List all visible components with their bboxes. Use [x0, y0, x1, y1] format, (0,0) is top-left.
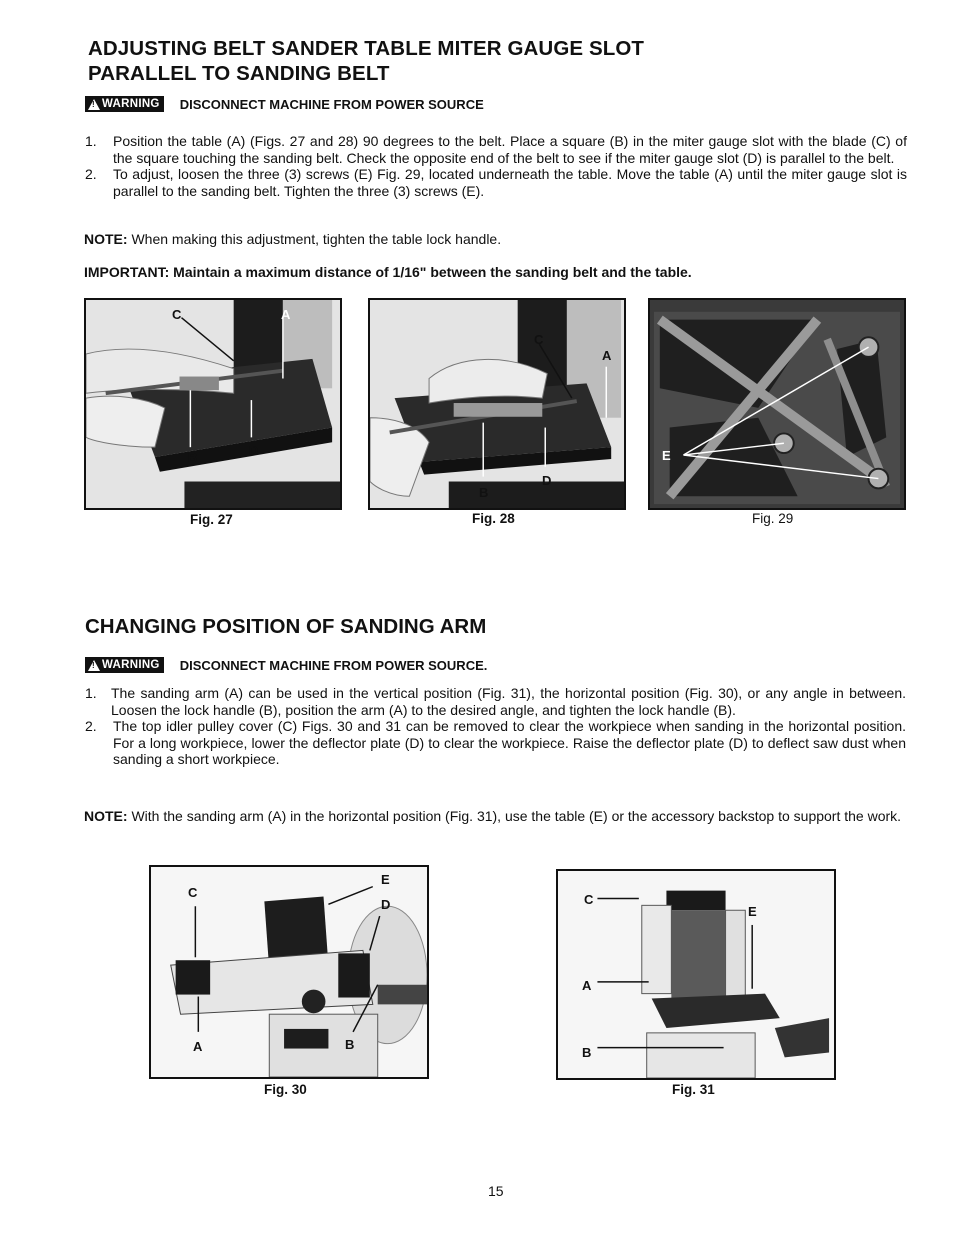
fig29-caption: Fig. 29	[752, 511, 794, 526]
fig27-label-a: A	[281, 307, 291, 322]
fig30-label-d: D	[381, 897, 391, 912]
note-paragraph: NOTE: When making this adjustment, tighten the table lock handle.	[84, 231, 502, 247]
warning-badge	[85, 96, 164, 112]
figure-29-photo	[648, 298, 906, 510]
figure-31-illustration	[558, 871, 834, 1078]
figure-30-photo	[149, 865, 429, 1079]
fig30-label-a: A	[193, 1039, 203, 1054]
fig31-label-e: E	[748, 904, 757, 919]
page-number: 15	[488, 1183, 504, 1199]
fig28-label-c: C	[534, 332, 544, 347]
warning-text: DISCONNECT MACHINE FROM POWER SOURCE	[179, 96, 484, 112]
fig30-label-e: E	[381, 872, 390, 887]
fig31-label-c: C	[584, 892, 594, 907]
warning-triangle-icon	[88, 660, 100, 671]
fig27-label-b: B	[188, 450, 198, 465]
fig31-label-a: A	[582, 978, 592, 993]
title-line-2: PARALLEL TO SANDING BELT	[88, 62, 390, 85]
note-paragraph-2: NOTE: With the sanding arm (A) in the horizontal position (Fig. 31), use the table (E) or the accessory backstop to support the work.	[84, 808, 902, 824]
fig30-caption: Fig. 30	[264, 1082, 307, 1097]
list-item: 2. To adjust, loosen the three (3) screws (E) Fig. 29, located underneath the table. Move the table (A) until the miter gauge slot is parallel to the sanding belt. Tighten the three (3) screws (E).	[85, 166, 907, 199]
fig28-label-d: D	[542, 473, 552, 488]
sanding-arm-steps-list	[85, 685, 906, 768]
figure-29-illustration	[650, 300, 904, 508]
title-line-1: ADJUSTING BELT SANDER TABLE MITER GAUGE SLOT	[88, 37, 645, 60]
fig30-label-c: C	[188, 885, 198, 900]
figure-27-illustration	[86, 300, 340, 508]
figure-28-photo	[368, 298, 626, 510]
fig31-label-b: B	[582, 1045, 592, 1060]
fig29-label-e: E	[662, 448, 671, 463]
fig31-caption: Fig. 31	[672, 1082, 715, 1097]
warning-row	[85, 96, 484, 112]
fig28-label-b: B	[479, 485, 489, 500]
figure-27-photo	[84, 298, 342, 510]
warning-triangle-icon	[88, 99, 100, 110]
adjust-steps-list	[85, 133, 907, 199]
warning-row-2	[85, 657, 487, 673]
fig27-caption: Fig. 27	[190, 512, 233, 527]
warning-text: DISCONNECT MACHINE FROM POWER SOURCE.	[179, 657, 488, 673]
list-item: 1. The sanding arm (A) can be used in the vertical position (Fig. 31), the horizontal position (Fig. 30), or any angle in between. Loosen the lock handle (B), position the arm (A) to the desired angle, and tighten the lock handle (B).	[85, 685, 906, 718]
fig30-label-b: B	[345, 1037, 355, 1052]
important-paragraph: IMPORTANT: Maintain a maximum distance of 1/16" between the sanding belt and the table.	[84, 264, 692, 280]
fig28-caption: Fig. 28	[472, 511, 515, 526]
fig27-label-c: C	[172, 307, 182, 322]
figure-31-photo	[556, 869, 836, 1080]
section-title-changing-position: CHANGING POSITION OF SANDING ARM	[85, 615, 487, 638]
list-item: 2. The top idler pulley cover (C) Figs. 30 and 31 can be removed to clear the workpiece when sanding in the horizontal position. For a long workpiece, lower the deflector plate (D) to clear the workpiece. Raise the deflector plate (D) to deflect saw dust when sanding a short workpiece.	[85, 718, 906, 767]
section-title-adjusting-belt	[88, 36, 788, 86]
figure-28-illustration	[370, 300, 624, 508]
warning-badge-label: WARNING	[102, 659, 160, 671]
warning-badge-label: WARNING	[102, 98, 160, 110]
fig28-label-a: A	[602, 348, 612, 363]
list-item: 1. Position the table (A) (Figs. 27 and 28) 90 degrees to the belt. Place a square (B) in the miter gauge slot with the blade (C) of the square touching the sanding belt. Check the opposite end of the belt to see if the miter gauge slot (D) is parallel to the belt.	[85, 133, 907, 166]
warning-badge	[85, 657, 164, 673]
fig27-label-d: D	[249, 443, 259, 458]
